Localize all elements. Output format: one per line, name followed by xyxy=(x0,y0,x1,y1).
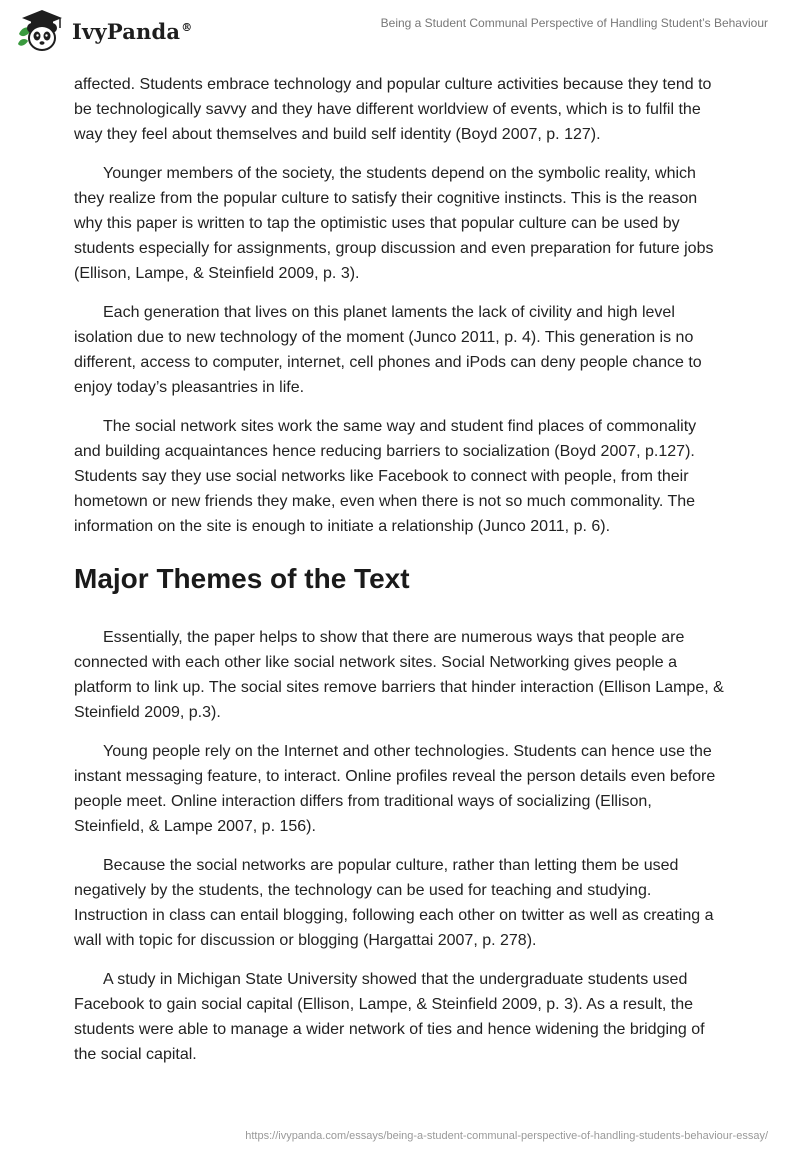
registered-mark: ® xyxy=(181,20,193,34)
section-paragraph-4: A study in Michigan State University showed that the undergraduate students used Facebook to gain social capital (Ellison, Lampe, & Steinfield 2009, p. 3). As a result, the students were able to manage a wider network of ties and hence widening the bridging of the social capital. xyxy=(74,971,705,1063)
logo-text: IvyPanda® xyxy=(72,18,193,44)
paragraph-3: The social network sites work the same way and student find places of commonality and building acquaintances hence reducing barriers to socialization (Boyd 2007, p.127). Students say they use social networks like Facebook to connect with people, from their hometown or new friends they make, even when there is not so much commonality. The information on the site is enough to initiate a relationship (Junco 2011, p. 6). xyxy=(74,418,697,535)
section-paragraph-1: Essentially, the paper helps to show that there are numerous ways that people are connected with each other like social network sites. Social Networking gives people a platform to link up. The social sites remove barriers that hinder interaction (Ellison Lampe, & Steinfield 2009, p.3). xyxy=(74,629,724,721)
panda-graduate-icon xyxy=(16,8,68,54)
document-title: Being a Student Communal Perspective of Handling Student’s Behaviour xyxy=(380,16,768,30)
section-paragraph-3: Because the social networks are popular culture, rather than letting them be used negatively by the students, the technology can be used for teaching and studying. Instruction in class can entail blogging, following each other on twitter as well as creating a wall with topic for discussion or blogging (Hargattai 2007, p. 278). xyxy=(74,857,714,949)
source-url[interactable]: https://ivypanda.com/essays/being-a-student-communal-perspective-of-handling-students-behaviour-essay/ xyxy=(245,1130,768,1142)
section-paragraph-2: Young people rely on the Internet and other technologies. Students can hence use the instant messaging feature, to interact. Online profiles reveal the person details even before people meet. Online interaction differs from traditional ways of socializing (Ellison, Steinfield, & Lampe 2007, p. 156). xyxy=(74,743,716,835)
paragraph-2: Each generation that lives on this planet laments the lack of civility and high level isolation due to new technology of the moment (Junco 2011, p. 4). This generation is no different, access to computer, internet, cell phones and iPods can deny people chance to enjoy today’s pleasantries in life. xyxy=(74,304,702,396)
ivypanda-logo[interactable] xyxy=(16,8,192,54)
intro-paragraph: affected. Students embrace technology and popular culture activities because they tend to be technologically savvy and they have different worldview of events, which is to fulfil the way they feel about themselves and build self identity (Boyd 2007, p. 127). xyxy=(74,76,712,143)
page-header xyxy=(0,0,800,60)
essay-content xyxy=(74,72,726,1081)
section-heading: Major Themes of the Text xyxy=(74,563,410,594)
paragraph-1: Younger members of the society, the students depend on the symbolic reality, which they realize from the popular culture to satisfy their cognitive instincts. This is the reason why this paper is written to tap the optimistic uses that popular culture can be used by students especially for assignments, group discussion and even preparation for future jobs (Ellison, Lampe, & Steinfield 2009, p. 3). xyxy=(74,165,714,282)
